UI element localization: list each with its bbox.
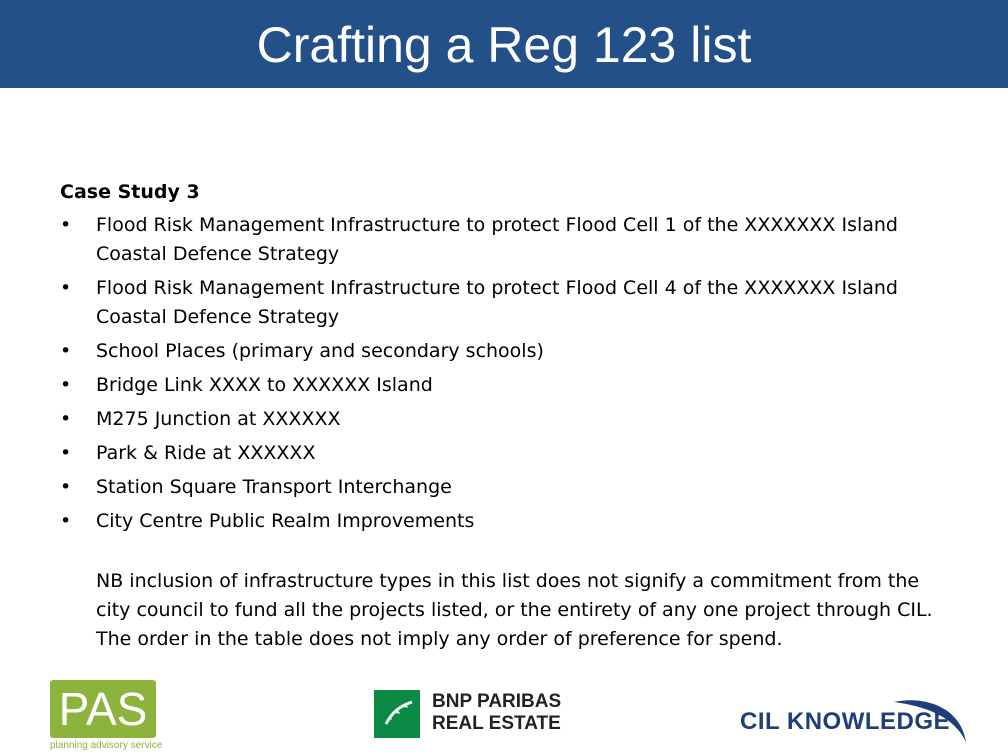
pas-tagline: planning advisory service <box>50 740 163 751</box>
slide-body <box>60 178 960 654</box>
list-item <box>60 337 946 366</box>
list-item-text: Bridge Link XXXX to XXXXXX Island <box>96 374 433 396</box>
bullet-icon: • <box>60 340 72 362</box>
list-item <box>60 473 946 502</box>
bullet-icon: • <box>60 442 72 464</box>
bullet-icon: • <box>60 214 72 236</box>
list-item-text: M275 Junction at XXXXXX <box>96 408 341 430</box>
list-item <box>60 211 946 269</box>
list-item-text: Flood Risk Management Infrastructure to protect Flood Cell 1 of the XXXXXXX Island Coastal Defence Strategy <box>96 214 898 265</box>
bullet-icon: • <box>60 277 72 299</box>
cil-knowledge-logo: CIL KNOWLEDGE <box>740 708 951 735</box>
disclaimer-note: NB inclusion of infrastructure types in this list does not signify a commitment from the city council to fund all the projects listed, or the entirety of any one project through CIL. The order in the table does not imply any order of preference for spend. <box>96 570 933 650</box>
list-item-text: School Places (primary and secondary schools) <box>96 340 544 362</box>
bullet-icon: • <box>60 476 72 498</box>
cil-swoosh-icon <box>890 694 970 750</box>
bnp-stars-icon <box>374 690 420 738</box>
list-item <box>60 405 946 434</box>
pas-logo-letters: PAS <box>58 683 148 735</box>
list-item <box>60 439 946 468</box>
list-item <box>60 371 946 400</box>
pas-logo <box>50 680 156 738</box>
project-list <box>60 211 960 536</box>
title-bar <box>0 0 1008 88</box>
bullet-icon: • <box>60 510 72 532</box>
list-item-text: Flood Risk Management Infrastructure to protect Flood Cell 4 of the XXXXXXX Island Coastal Defence Strategy <box>96 277 898 328</box>
bnp-line-2: REAL ESTATE <box>432 713 561 734</box>
list-item-text: Park & Ride at XXXXXX <box>96 442 316 464</box>
list-item <box>60 507 946 536</box>
bullet-icon: • <box>60 374 72 396</box>
list-item-text: Station Square Transport Interchange <box>96 476 452 498</box>
list-item-text: City Centre Public Realm Improvements <box>96 510 475 532</box>
case-study-heading: Case Study 3 <box>60 181 200 203</box>
bnp-paribas-logo-icon <box>374 690 420 738</box>
bnp-paribas-logo-text <box>432 691 561 735</box>
slide-title: Crafting a Reg 123 list <box>256 17 752 73</box>
bnp-line-1: BNP PARIBAS <box>432 691 562 712</box>
bullet-icon: • <box>60 408 72 430</box>
list-item <box>60 274 946 332</box>
